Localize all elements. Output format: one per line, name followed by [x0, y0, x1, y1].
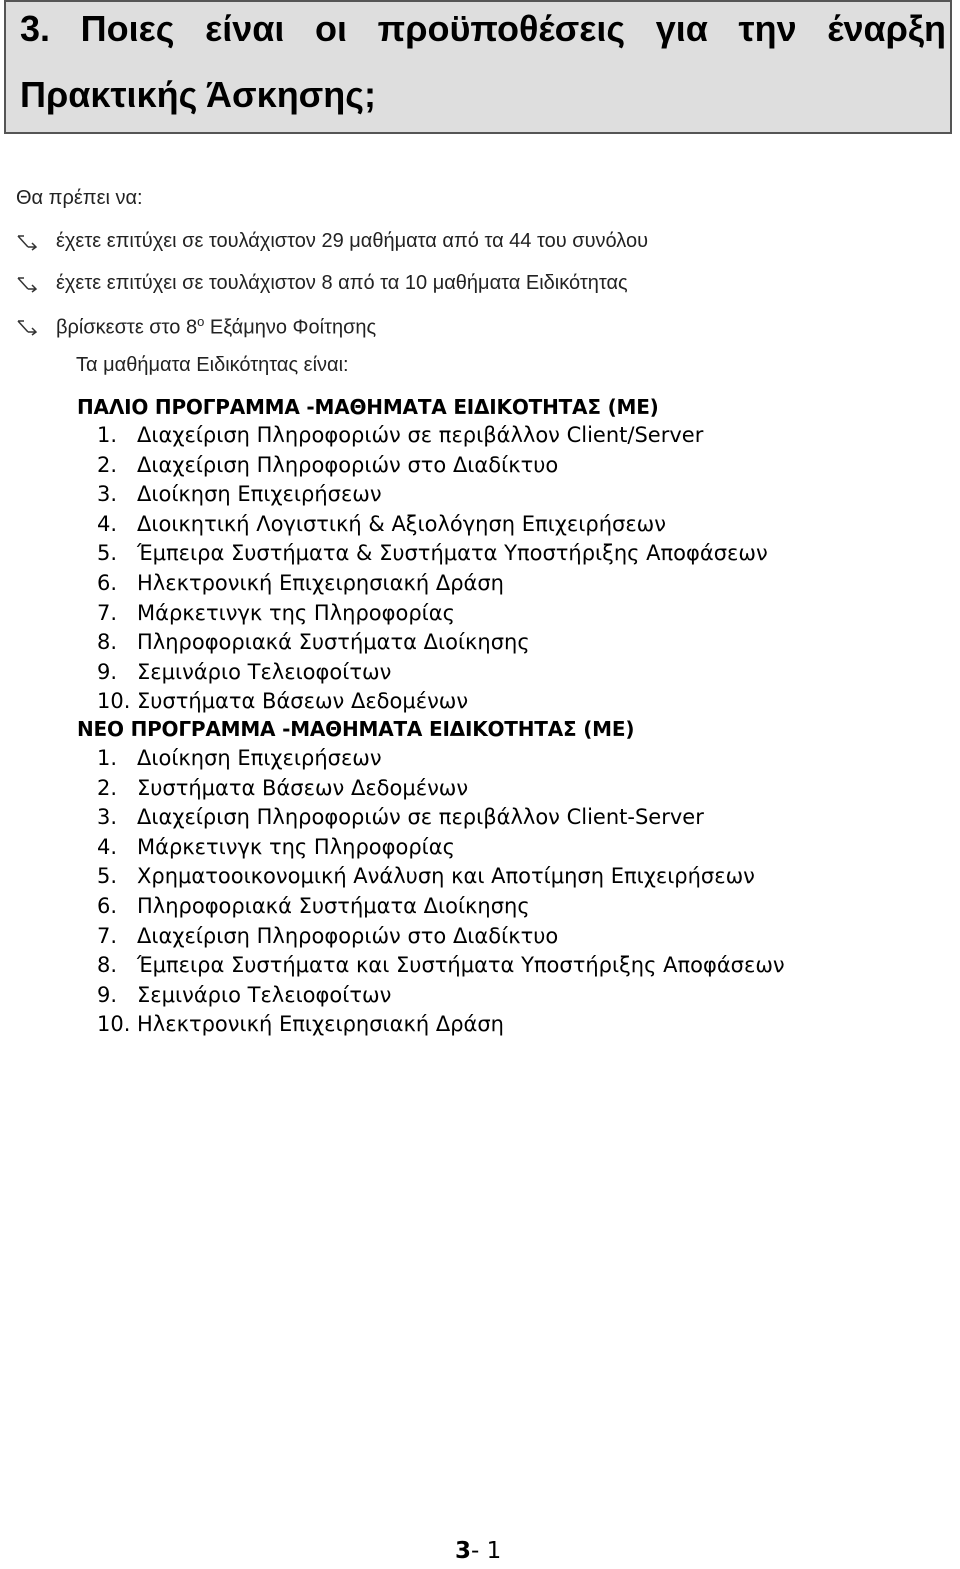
list-item-number: 3.: [97, 805, 118, 830]
title-word: προϋποθέσεις: [377, 8, 626, 49]
list-item-number: 9.: [97, 659, 118, 684]
requirement-superscript: ο: [197, 314, 205, 329]
title-word: 3.: [20, 8, 51, 49]
title-word: για: [655, 8, 708, 49]
list-item: [97, 630, 530, 654]
page-chapter: 3: [455, 1538, 472, 1564]
requirement-text: [56, 314, 376, 340]
list-item: [97, 423, 703, 447]
requirement-text-after: Εξάμηνο Φοίτησης: [204, 316, 377, 339]
list-item: [97, 983, 391, 1007]
list-item: [97, 689, 468, 713]
list-item: [97, 894, 530, 918]
list-item: [97, 924, 558, 948]
arrow-bullet-icon: [16, 233, 56, 251]
list-item-text: Συστήματα Βάσεων Δεδομένων: [137, 689, 469, 714]
list-item-text: Διοίκηση Επιχειρήσεων: [137, 746, 382, 770]
title-word: έναρξη: [827, 8, 946, 49]
list-item-text: Διαχείριση Πληροφοριών σε περιβάλλον Client/Server: [137, 423, 704, 447]
list-item-number: 7.: [97, 923, 118, 948]
requirement-text: έχετε επιτύχει σε τουλάχιστον 8 από τα 10 μαθήματα Ειδικότητας: [56, 272, 628, 294]
list-item-text: Ηλεκτρονική Επιχειρησιακή Δράση: [137, 1012, 504, 1037]
list-item-text: Έμπειρα Συστήματα και Συστήματα Υποστήριξης Αποφάσεων: [137, 953, 785, 978]
title-line-1: [20, 8, 946, 50]
list-item-text: Πληροφοριακά Συστήματα Διοίκησης: [137, 894, 530, 918]
list-item: [97, 805, 704, 829]
page-index: 1: [479, 1538, 502, 1564]
list-item-text: Μάρκετινγκ της Πληροφορίας: [137, 600, 455, 625]
list-item: [97, 1012, 504, 1036]
requirement-item: [16, 272, 628, 295]
title-word: την: [738, 8, 797, 49]
requirement-item: [16, 230, 648, 253]
list-item-number: 8.: [97, 630, 118, 655]
list-item-number: 10.: [97, 689, 131, 714]
list-item-text: Σεμινάριο Τελειοφοίτων: [137, 982, 392, 1007]
intro-text: Θα πρέπει να:: [16, 187, 143, 209]
list-item-number: 4.: [97, 511, 118, 536]
list-item-number: 1.: [97, 423, 118, 447]
requirement-text-before: βρίσκεστε στο 8: [56, 316, 198, 339]
list-item: [97, 746, 382, 770]
list-item-text: Διοίκηση Επιχειρήσεων: [137, 482, 382, 507]
list-item-number: 3.: [97, 482, 118, 507]
list-item-text: Πληροφοριακά Συστήματα Διοίκησης: [137, 630, 530, 655]
arrow-bullet-icon: [16, 318, 56, 336]
list-item: [97, 601, 455, 625]
list-item: [97, 776, 468, 800]
list-item-number: 9.: [97, 982, 118, 1007]
title-word: είναι: [205, 8, 285, 49]
list-item-number: 2.: [97, 775, 118, 800]
list-item-text: Έμπειρα Συστήματα & Συστήματα Υποστήριξης Αποφάσεων: [137, 541, 768, 566]
list-item: [97, 660, 391, 684]
list-item-text: Χρηματοοικονομική Ανάλυση και Αποτίμηση Επιχειρήσεων: [137, 864, 755, 889]
list-item: [97, 482, 382, 506]
list-item-text: Μάρκετινγκ της Πληροφορίας: [137, 834, 455, 859]
list-item: [97, 953, 785, 977]
specialty-note: Τα μαθήματα Ειδικότητας είναι:: [76, 354, 349, 376]
requirement-text: έχετε επιτύχει σε τουλάχιστον 29 μαθήματα από τα 44 του συνόλου: [56, 230, 649, 252]
list-item-text: Ηλεκτρονική Επιχειρησιακή Δράση: [137, 571, 504, 595]
list-item: [97, 453, 558, 477]
list-item: [97, 835, 455, 859]
title-box: [4, 0, 952, 134]
list-item-text: Διαχείριση Πληροφοριών στο Διαδίκτυο: [137, 923, 559, 948]
list-item-text: Σεμινάριο Τελειοφοίτων: [137, 659, 392, 684]
old-program-heading: ΠΑΛΙΟ ΠΡΟΓΡΑΜΜΑ -ΜΑΘΗΜΑΤΑ ΕΙΔΙΚΟΤΗΤΑΣ (ΜΕ): [77, 395, 659, 419]
title-word: Ποιες: [80, 8, 175, 49]
list-item-number: 10.: [97, 1012, 131, 1037]
title-word: οι: [315, 8, 347, 49]
page-number: [455, 1538, 501, 1564]
list-item: [97, 864, 755, 888]
page-separator: -: [471, 1538, 480, 1564]
list-item-text: Συστήματα Βάσεων Δεδομένων: [137, 775, 469, 800]
list-item-text: Διαχείριση Πληροφοριών στο Διαδίκτυο: [137, 452, 559, 477]
new-program-heading: ΝΕΟ ΠΡΟΓΡΑΜΜΑ -ΜΑΘΗΜΑΤΑ ΕΙΔΙΚΟΤΗΤΑΣ (ΜΕ): [77, 717, 635, 741]
list-item-text: Διοικητική Λογιστική & Αξιολόγηση Επιχειρήσεων: [137, 511, 666, 536]
list-item-number: 4.: [97, 834, 118, 859]
list-item-number: 7.: [97, 600, 118, 625]
list-item-number: 8.: [97, 953, 118, 978]
list-item-number: 2.: [97, 452, 118, 477]
list-item: [97, 541, 768, 565]
list-item-text: Διαχείριση Πληροφοριών σε περιβάλλον Client-Server: [137, 805, 704, 830]
requirement-item: [16, 314, 376, 340]
list-item-number: 6.: [97, 571, 118, 595]
list-item-number: 5.: [97, 864, 118, 889]
list-item: [97, 512, 666, 536]
list-item: [97, 571, 504, 595]
arrow-bullet-icon: [16, 275, 56, 293]
list-item-number: 6.: [97, 894, 118, 918]
list-item-number: 1.: [97, 746, 118, 770]
list-item-number: 5.: [97, 541, 118, 566]
title-line-2: Πρακτικής Άσκησης;: [20, 74, 377, 115]
